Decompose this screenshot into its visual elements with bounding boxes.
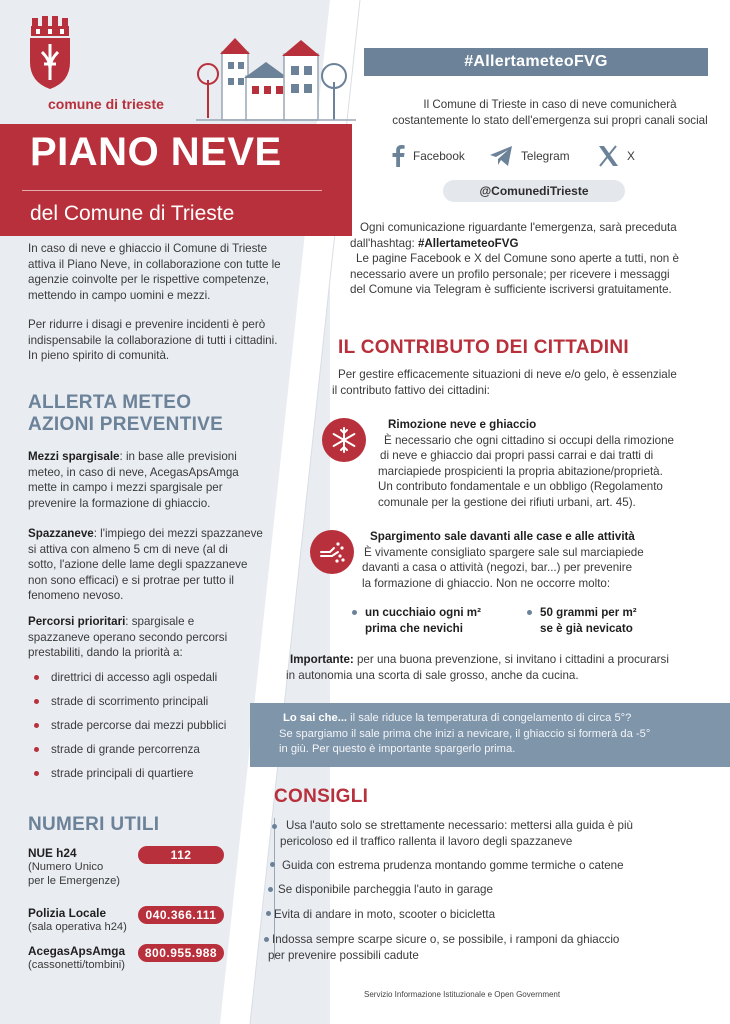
page-title: PIANO NEVE [30,130,282,174]
intro-paragraph-2: Per ridurre i disagi e prevenire incidenti è però indispensabile la collaborazione di tutti i cittadini. In pieno spirito di comunità. [28,318,278,362]
mezzi-spargisale-paragraph: Mezzi spargisale: in base alle previsioni meteo, in caso di neve, AcegasApsAmga mette in campo i mezzi spargisale per prevenire la formazione di ghiaccio. [28,450,239,510]
houses-illustration [196,36,356,124]
timeline-dot [272,824,277,829]
consiglio-item: Se disponibile parcheggia l'auto in garage [278,883,493,896]
list-item: strade di grande percorrenza [34,737,274,761]
dose-before-snow: un cucchiaio ogni m² prima che nevichi [352,605,522,636]
phone-number-acegas[interactable]: 800.955.988 [138,944,224,962]
title-divider [22,190,322,191]
consiglio-item: Guida con estrema prudenza montando gomme termiche o catene [282,859,624,872]
allerta-heading: ALLERTA METEO AZIONI PREVENTIVE [28,392,224,435]
social-info: Ogni comunicazione riguardante l'emergenza, sarà preceduta dall'hashtag: #AllertameteoFVG Le pagine Facebook e X del Comune sono aperte a tutti, non è necessario avere un profilo personale; per ricevere i messaggi del Comune via Telegram è sufficiente iscriversi gratuitamente. [350,221,679,296]
consigli-heading: CONSIGLI [274,786,369,807]
dose-after-snow: 50 grammi per m² se è già nevicato [527,605,707,636]
spazzaneve-paragraph: Spazzaneve: l'impiego dei mezzi spazzaneve si attiva con almeno 5 cm di neve (al di sotto, l'azione delle lame degli spazzaneve non sono efficaci) e si protrae per tutto il fenomeno nevoso. [28,527,263,602]
facebook-icon [391,145,405,167]
phone-number-polizia[interactable]: 040.366.111 [138,906,224,924]
footer-credit: Servizio Informazione Istituzionale e Open Government [364,990,561,999]
timeline-dot [268,887,273,892]
consiglio-item: Indossa sempre scarpe sicure o, se possibile, i ramponi da ghiaccio per prevenire possibili cadute [268,933,620,962]
consiglio-item: Evita di andare in moto, scooter o bicicletta [274,908,496,921]
number-entry-polizia: Polizia Locale (sala operativa h24) [28,906,127,933]
telegram-link[interactable]: Telegram [489,145,570,167]
facebook-link[interactable]: Facebook [391,145,465,167]
snowflake-icon [322,418,366,462]
rimozione-block: Rimozione neve e ghiaccio È necessario che ogni cittadino si occupi della rimozione di neve e ghiaccio dai propri passi carrai e dai tratti di marciapiede prospicienti la propria abitazione/proprietà. Un contributo fondamentale e un obbligo (Regolamento comunale per la gestione dei rifiuti urbani, art. 45). [378,418,675,509]
contributo-heading: IL CONTRIBUTO DEI CITTADINI [338,337,629,358]
trieste-coat-of-arms-icon [28,16,72,90]
hashtag-banner: #AllertameteoFVG [364,48,708,76]
org-name: comune di trieste [48,96,164,112]
page-subtitle: del Comune di Trieste [30,202,235,225]
number-entry-nue: NUE h24 (Numero Unico per le Emergenze) [28,846,121,887]
timeline-dot [264,937,269,942]
consiglio-item: Usa l'auto solo se strettamente necessario: mettersi alla guida è più pericoloso ed il traffico rallenta il lavoro degli spazzaneve [280,819,633,848]
list-item: direttrici di accesso agli ospedali [34,665,274,689]
sale-block: Spargimento sale davanti alle case e alle attività È vivamente consigliato spargere sale sul marciapiede davanti a casa o attività (negozi, bar...) per prevenire la formazione di ghiaccio. Non ne occorre molto: [362,530,644,590]
list-item: strade principali di quartiere [34,761,274,785]
contributo-intro: Per gestire efficacemente situazioni di neve e/o gelo, è essenziale il contributo fattivo dei cittadini: [332,368,677,397]
telegram-icon [489,145,513,167]
number-entry-acegas: AcegasApsAmga (cassonetti/tombini) [28,944,126,971]
timeline-dot [270,862,275,867]
lo-sai-che-box: Lo sai che... il sale riduce la temperatura di congelamento di circa 5°? Se spargiamo il sale prima che inizi a nevicare, il ghiaccio si formerà da -5° in giù. Per questo è importante spargerlo prima. [250,703,730,767]
priority-list [34,665,274,785]
list-item: strade percorse dai mezzi pubblici [34,713,274,737]
percorsi-prioritari-paragraph: Percorsi prioritari: spargisale e spazzaneve operano secondo percorsi prestabiliti, dando la priorità a: [28,615,228,659]
numeri-utili-heading: NUMERI UTILI [28,814,160,835]
timeline-dot [266,911,271,916]
importante-note: Importante: per una buona prevenzione, si invitano i cittadini a procurarsi in autonomia una scorta di sale grosso, anche da cucina. [286,653,669,682]
social-handle[interactable]: @ComunediTrieste [443,180,625,202]
intro-paragraph-1: In caso di neve e ghiaccio il Comune di Trieste attiva il Piano Neve, in collaborazione con tutte le agenzie coinvolte per le rispettive competenze, mettendo in campo uomini e mezzi. [28,242,281,302]
salt-spreading-icon [310,530,354,574]
phone-number-nue[interactable]: 112 [138,846,224,864]
x-link[interactable]: X [597,145,635,167]
list-item: strade di scorrimento principali [34,689,274,713]
social-intro: Il Comune di Trieste in caso di neve comunicherà costantemente lo stato dell'emergenza sui propri canali social [392,98,708,127]
x-icon [597,145,619,167]
